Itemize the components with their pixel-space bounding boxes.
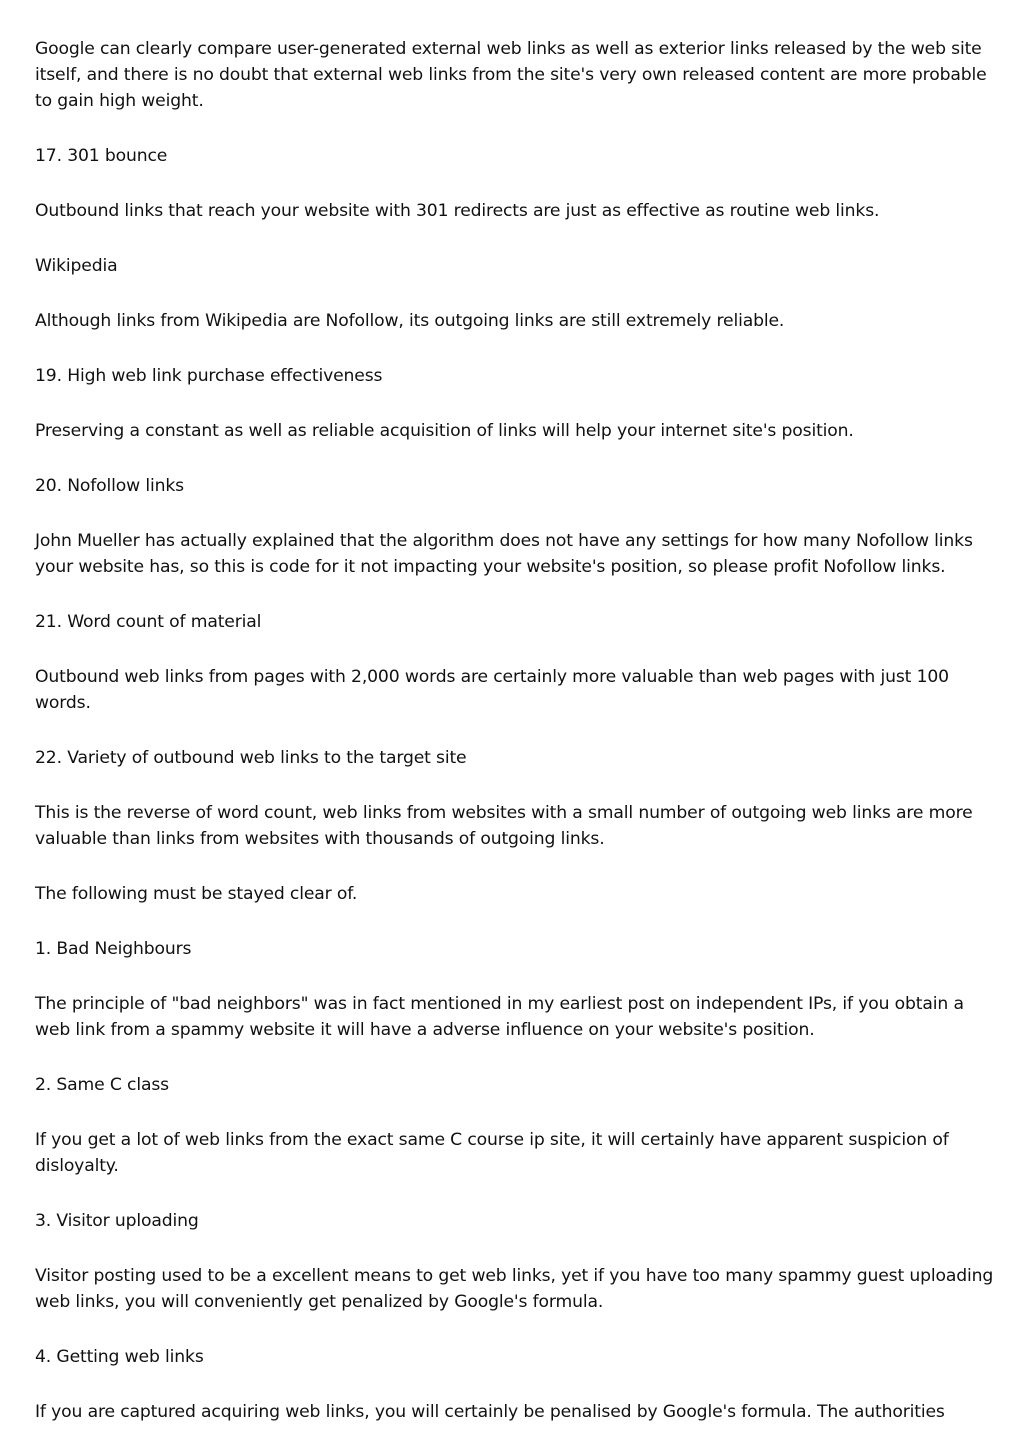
- paragraph-wikipedia: Although links from Wikipedia are Nofollow, its outgoing links are still extremely reliable.: [35, 311, 785, 331]
- paragraph-avoid-intro: The following must be stayed clear of.: [35, 884, 358, 904]
- heading-bad-neighbours: 1. Bad Neighbours: [35, 939, 192, 959]
- heading-visitor-uploading: 3. Visitor uploading: [35, 1211, 199, 1231]
- heading-outbound-variety: 22. Variety of outbound web links to the target site: [35, 748, 467, 768]
- paragraph-word-count: Outbound web links from pages with 2,000 words are certainly more valuable than web pages with just 100 words.: [35, 667, 949, 713]
- heading-301-bounce: 17. 301 bounce: [35, 146, 168, 166]
- paragraph-link-purchase: Preserving a constant as well as reliable acquisition of links will help your internet site's position.: [35, 421, 854, 441]
- paragraph-301-bounce: Outbound links that reach your website with 301 redirects are just as effective as routine web links.: [35, 201, 880, 221]
- paragraph-bad-neighbours: The principle of "bad neighbors" was in fact mentioned in my earliest post on independent IPs, if you obtain a web link from a spammy website it will have a adverse influence on your website's position.: [35, 994, 964, 1040]
- paragraph-same-c-class: If you get a lot of web links from the exact same C course ip site, it will certainly have apparent suspicion of disloyalty.: [35, 1130, 949, 1176]
- heading-same-c-class: 2. Same C class: [35, 1075, 169, 1095]
- paragraph-outbound-variety: This is the reverse of word count, web links from websites with a small number of outgoing web links are more valuable than links from websites with thousands of outgoing links.: [35, 803, 973, 849]
- heading-getting-links: 4. Getting web links: [35, 1347, 204, 1367]
- heading-nofollow: 20. Nofollow links: [35, 476, 184, 496]
- paragraph-getting-links: If you are captured acquiring web links, you will certainly be penalised by Google's formula. The authorities: [35, 1402, 945, 1422]
- paragraph-visitor-uploading: Visitor posting used to be a excellent means to get web links, yet if you have too many spammy guest uploading web links, you will conveniently get penalized by Google's formula.: [35, 1266, 994, 1312]
- heading-word-count: 21. Word count of material: [35, 612, 262, 632]
- heading-wikipedia: Wikipedia: [35, 256, 118, 276]
- paragraph-nofollow: John Mueller has actually explained that the algorithm does not have any settings for how many Nofollow links your website has, so this is code for it not impacting your website's position, so please profit Nofollow links.: [35, 531, 973, 577]
- paragraph-intro: Google can clearly compare user-generated external web links as well as exterior links released by the web site itself, and there is no doubt that external web links from the site's very own released content are more probable to gain high weight.: [35, 39, 987, 111]
- heading-link-purchase: 19. High web link purchase effectiveness: [35, 366, 383, 386]
- document-page: [35, 36, 995, 1454]
